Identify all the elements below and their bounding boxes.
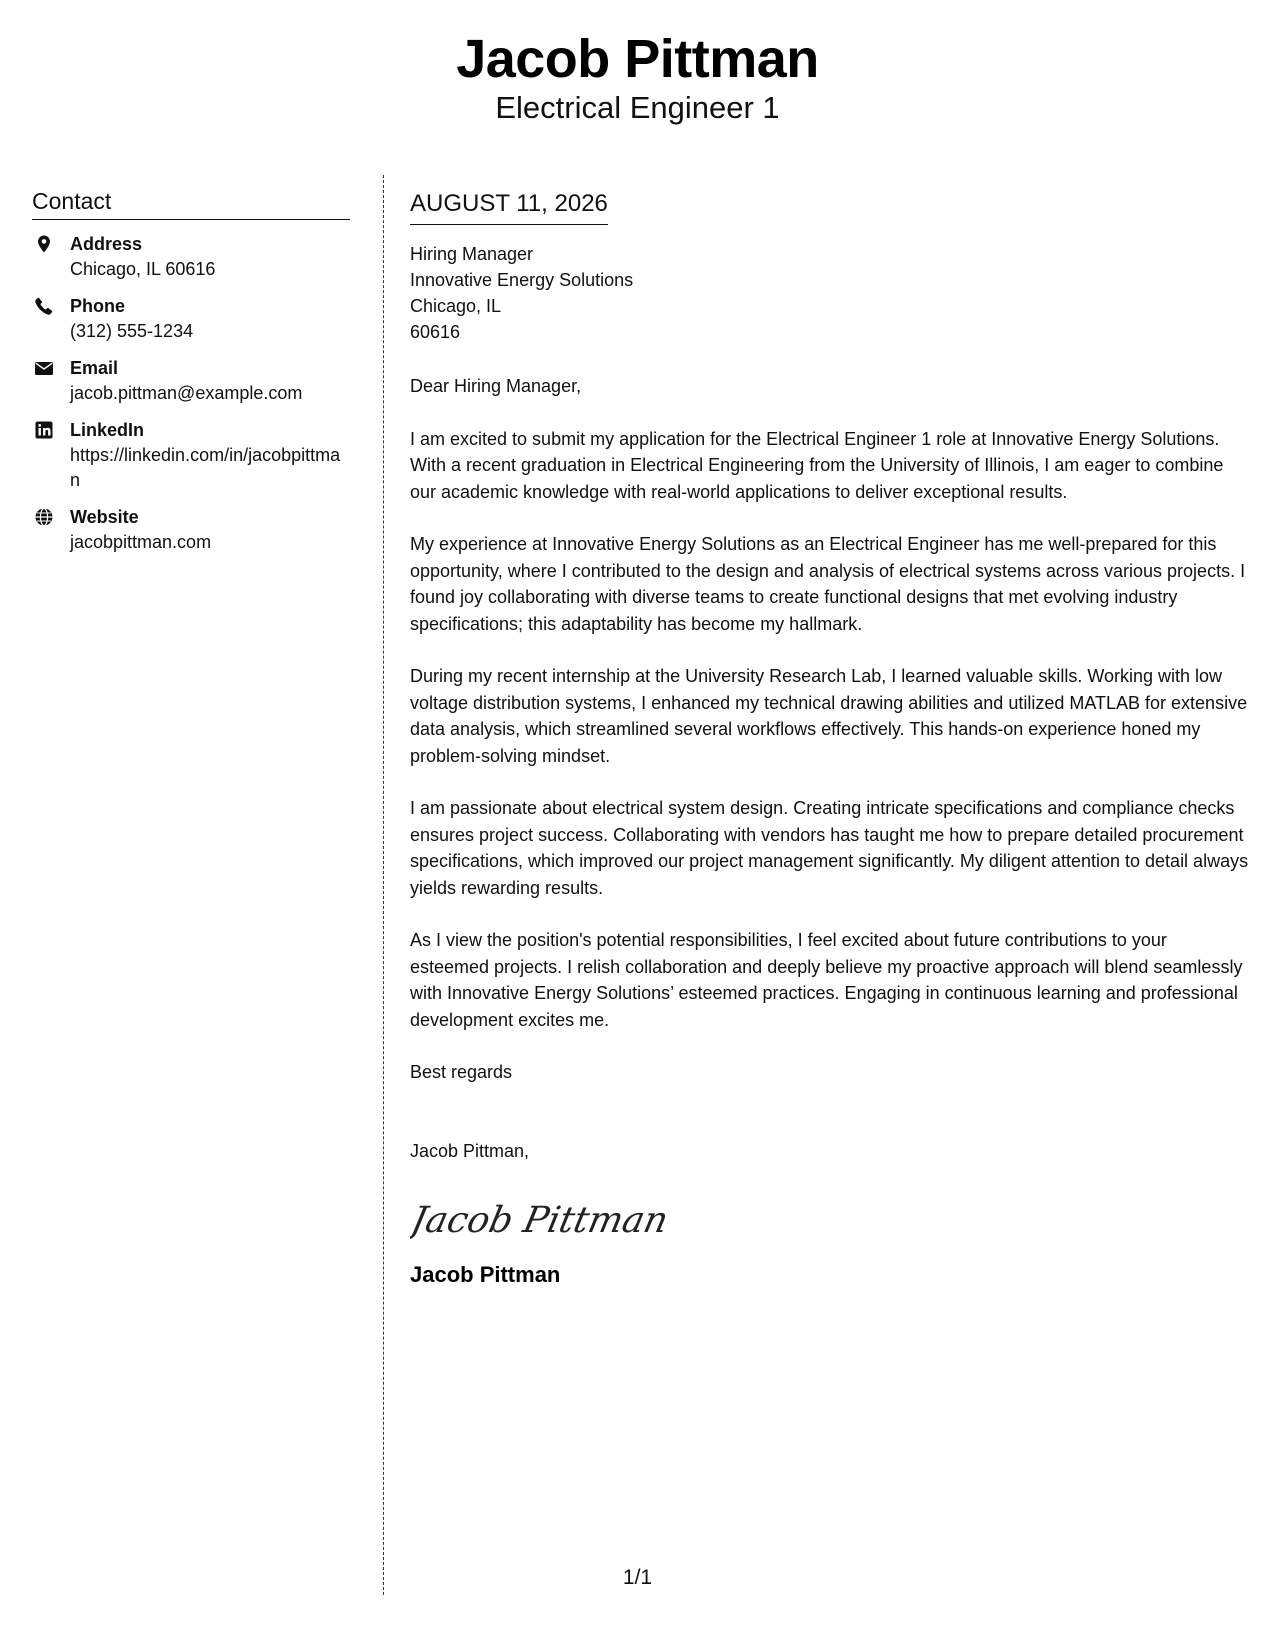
- contact-value[interactable]: jacob.pittman@example.com: [70, 383, 303, 403]
- letter-body: [410, 188, 1250, 1289]
- contact-item-linkedin: [32, 418, 350, 493]
- contact-value: (312) 555-1234: [70, 321, 194, 341]
- recipient-line: Innovative Energy Solutions: [410, 270, 634, 290]
- contact-sidebar: [32, 188, 350, 567]
- map-pin-icon: [34, 234, 54, 254]
- phone-icon: [34, 296, 54, 316]
- recipient-line: Hiring Manager: [410, 244, 534, 264]
- contact-item-address: [32, 232, 350, 282]
- contact-item-phone: [32, 294, 350, 344]
- contact-value[interactable]: jacobpittman.com: [70, 532, 212, 552]
- recipient-line: Chicago, IL: [410, 296, 502, 316]
- closing: Best regards: [410, 1062, 513, 1082]
- letter-paragraph: My experience at Innovative Energy Solutions as an Electrical Engineer has me well-prepared for this opportunity, where I contributed to the design and analysis of electrical systems across various projects. I found joy collaborating with diverse teams to create functional designs that met evolving industry specifications; this adaptability has become my hallmark.: [410, 534, 1246, 634]
- letter-paragraph: During my recent internship at the University Research Lab, I learned valuable skills. Working with low voltage distribution systems, I enhanced my technical drawing abilities and utilized MATLAB for extensive data analysis, which streamlined several workflows effectively. This hands-on experience honed my problem-solving mindset.: [410, 666, 1248, 766]
- contact-label: Phone: [70, 296, 126, 316]
- letter-paragraph: As I view the position's potential responsibilities, I feel excited about future contributions to your esteemed projects. I relish collaboration and deeply believe my proactive approach will blend seamlessly with Innovative Energy Solutions’ esteemed practices. Engaging in continuous learning and professional development excites me.: [410, 930, 1243, 1030]
- recipient-block: [410, 241, 1250, 345]
- recipient-line: 60616: [410, 322, 461, 342]
- contact-value[interactable]: https://linkedin.com/in/jacobpittman: [70, 445, 341, 490]
- letter-paragraph: I am passionate about electrical system design. Creating intricate specifications and compliance checks ensures project success. Collaborating with vendors has taught me how to prepare detailed procurement specifications, which improved our project management significantly. My diligent attention to detail always yields rewarding results.: [410, 798, 1249, 898]
- contact-label: Website: [70, 507, 139, 527]
- contact-item-website: [32, 505, 350, 555]
- contact-list: [32, 232, 350, 555]
- contact-label: Email: [70, 358, 119, 378]
- applicant-name: Jacob Pittman: [456, 29, 819, 89]
- signoff: Jacob Pittman,: [410, 1140, 530, 1161]
- header: [0, 30, 1275, 127]
- column-divider: [383, 175, 384, 1595]
- signature-text: Jacob Pittman: [410, 1198, 670, 1241]
- contact-heading: Contact: [32, 188, 350, 220]
- contact-label: Address: [70, 234, 143, 254]
- contact-item-email: [32, 356, 350, 406]
- page-number: 1/1: [622, 1566, 653, 1589]
- job-title: Electrical Engineer 1: [495, 90, 780, 126]
- letter-date: AUGUST 11, 2026: [410, 188, 608, 225]
- handwritten-signature: [410, 1182, 1250, 1254]
- contact-label: LinkedIn: [70, 420, 145, 440]
- signer-name: Jacob Pittman: [410, 1262, 561, 1287]
- salutation: Dear Hiring Manager,: [410, 376, 582, 396]
- linkedin-icon: [34, 420, 54, 440]
- letter-paragraph: I am excited to submit my application for the Electrical Engineer 1 role at Innovative Energy Solutions. With a recent graduation in Electrical Engineering from the University of Illinois, I am eager to combine our academic knowledge with real-world applications to deliver exceptional results.: [410, 428, 1224, 502]
- globe-icon: [34, 507, 54, 527]
- contact-value: Chicago, IL 60616: [70, 259, 216, 279]
- envelope-icon: [34, 358, 54, 378]
